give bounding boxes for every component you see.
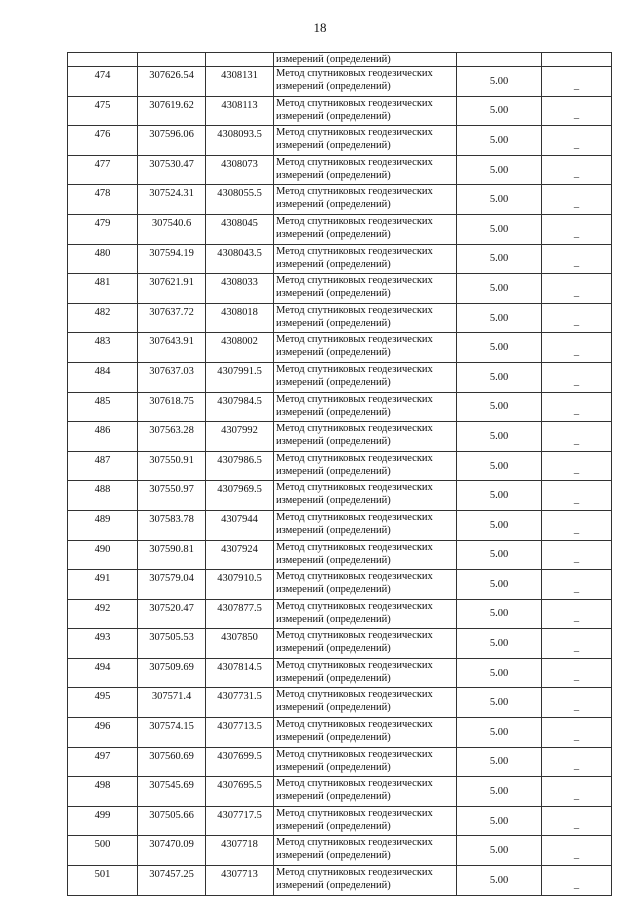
method-line-2: измерений (определений)	[276, 761, 391, 773]
method-line-1: Метод спутниковых геодезических	[276, 748, 433, 760]
method-line-2: измерений (определений)	[276, 495, 391, 507]
cell-method	[274, 274, 457, 304]
cell-y: 4307713.5	[206, 718, 274, 748]
table-row	[68, 481, 612, 511]
cell-method-continuation: измерений (определений)	[274, 53, 457, 67]
cell-x: 307618.75	[138, 392, 206, 422]
cell-x: 307583.78	[138, 510, 206, 540]
cell-accuracy: 5.00	[457, 126, 542, 156]
method-line-2: измерений (определений)	[276, 436, 391, 448]
cell-y: 4308002	[206, 333, 274, 363]
cell-x	[138, 53, 206, 67]
cell-x: 307563.28	[138, 422, 206, 452]
table-row	[68, 155, 612, 185]
method-line-1: Метод спутниковых геодезических	[276, 600, 433, 612]
cell-dash: –	[542, 392, 612, 422]
cell-method	[274, 422, 457, 452]
table-row	[68, 362, 612, 392]
cell-y: 4308113	[206, 96, 274, 126]
cell-accuracy: 5.00	[457, 688, 542, 718]
cell-y: 4307877.5	[206, 599, 274, 629]
cell-x: 307579.04	[138, 570, 206, 600]
cell-y: 4307699.5	[206, 747, 274, 777]
cell-num: 482	[68, 303, 138, 333]
cell-dash: –	[542, 629, 612, 659]
cell-num: 496	[68, 718, 138, 748]
cell-num: 476	[68, 126, 138, 156]
cell-y: 4308043.5	[206, 244, 274, 274]
table-row	[68, 866, 612, 896]
method-line-2: измерений (определений)	[276, 584, 391, 596]
table-row	[68, 274, 612, 304]
cell-num: 497	[68, 747, 138, 777]
cell-num: 490	[68, 540, 138, 570]
cell-num: 487	[68, 451, 138, 481]
cell-x: 307505.66	[138, 806, 206, 836]
cell-accuracy: 5.00	[457, 629, 542, 659]
cell-accuracy: 5.00	[457, 451, 542, 481]
cell-x: 307574.15	[138, 718, 206, 748]
cell-num: 493	[68, 629, 138, 659]
method-line-1: Метод спутниковых геодезических	[276, 571, 433, 583]
method-line-2: измерений (определений)	[276, 228, 391, 240]
cell-x: 307505.53	[138, 629, 206, 659]
cell-accuracy: 5.00	[457, 658, 542, 688]
cell-method	[274, 866, 457, 896]
cell-y: 4307713	[206, 866, 274, 896]
table-row	[68, 718, 612, 748]
method-line-2: измерений (определений)	[276, 317, 391, 329]
cell-method	[274, 155, 457, 185]
cell-dash: –	[542, 303, 612, 333]
table-row	[68, 303, 612, 333]
method-line-1: Метод спутниковых геодезических	[276, 97, 433, 109]
cell-x: 307457.25	[138, 866, 206, 896]
table-row	[68, 392, 612, 422]
cell-dash: –	[542, 155, 612, 185]
cell-dash: –	[542, 214, 612, 244]
cell-method	[274, 244, 457, 274]
cell-num: 489	[68, 510, 138, 540]
cell-accuracy: 5.00	[457, 599, 542, 629]
cell-y: 4307969.5	[206, 481, 274, 511]
method-line-1: Метод спутниковых геодезических	[276, 482, 433, 494]
cell-accuracy: 5.00	[457, 866, 542, 896]
cell-method	[274, 451, 457, 481]
cell-accuracy: 5.00	[457, 510, 542, 540]
table-row	[68, 126, 612, 156]
cell-dash: –	[542, 67, 612, 97]
cell-method	[274, 333, 457, 363]
cell-y: 4307986.5	[206, 451, 274, 481]
cell-x: 307643.91	[138, 333, 206, 363]
method-line-2: измерений (определений)	[276, 288, 391, 300]
cell-num	[68, 53, 138, 67]
cell-x: 307520.47	[138, 599, 206, 629]
method-line-1: Метод спутниковых геодезических	[276, 68, 433, 79]
method-line-1: Метод спутниковых геодезических	[276, 630, 433, 642]
cell-accuracy: 5.00	[457, 718, 542, 748]
method-line-1: Метод спутниковых геодезических	[276, 511, 433, 523]
cell-method	[274, 629, 457, 659]
cell-x: 307560.69	[138, 747, 206, 777]
cell-accuracy: 5.00	[457, 67, 542, 97]
cell-method	[274, 718, 457, 748]
cell-method	[274, 392, 457, 422]
cell-method	[274, 185, 457, 215]
cell-num: 486	[68, 422, 138, 452]
cell-y: 4308073	[206, 155, 274, 185]
cell-num: 495	[68, 688, 138, 718]
method-line-1: Метод спутниковых геодезических	[276, 423, 433, 435]
method-line-1: Метод спутниковых геодезических	[276, 807, 433, 819]
cell-x: 307619.62	[138, 96, 206, 126]
cell-dash: –	[542, 244, 612, 274]
table-row	[68, 244, 612, 274]
method-line-2: измерений (определений)	[276, 376, 391, 388]
cell-x: 307550.91	[138, 451, 206, 481]
cell-y	[206, 53, 274, 67]
cell-y: 4308055.5	[206, 185, 274, 215]
cell-y: 4307717.5	[206, 806, 274, 836]
cell-num: 488	[68, 481, 138, 511]
cell-x: 307509.69	[138, 658, 206, 688]
method-line-1: Метод спутниковых геодезических	[276, 659, 433, 671]
cell-accuracy: 5.00	[457, 274, 542, 304]
method-line-2: измерений (определений)	[276, 702, 391, 714]
cell-num: 478	[68, 185, 138, 215]
cell-dash: –	[542, 274, 612, 304]
cell-num: 501	[68, 866, 138, 896]
cell-accuracy: 5.00	[457, 155, 542, 185]
cell-accuracy: 5.00	[457, 362, 542, 392]
method-line-2: измерений (определений)	[276, 140, 391, 152]
cell-dash: –	[542, 777, 612, 807]
cell-accuracy: 5.00	[457, 96, 542, 126]
cell-accuracy: 5.00	[457, 540, 542, 570]
table-row	[68, 688, 612, 718]
cell-num: 479	[68, 214, 138, 244]
cell-x: 307524.31	[138, 185, 206, 215]
cell-y: 4307924	[206, 540, 274, 570]
cell-dash: –	[542, 333, 612, 363]
method-line-1: Метод спутниковых геодезических	[276, 837, 433, 849]
method-line-2: измерений (определений)	[276, 672, 391, 684]
cell-dash: –	[542, 481, 612, 511]
cell-num: 483	[68, 333, 138, 363]
cell-y: 4308033	[206, 274, 274, 304]
table-row	[68, 333, 612, 363]
cell-y: 4307718	[206, 836, 274, 866]
cell-dash: –	[542, 747, 612, 777]
table-row	[68, 540, 612, 570]
table-row	[68, 451, 612, 481]
cell-y: 4308018	[206, 303, 274, 333]
table-row	[68, 658, 612, 688]
cell-x: 307637.03	[138, 362, 206, 392]
cell-dash	[542, 53, 612, 67]
cell-num: 480	[68, 244, 138, 274]
method-line-2: измерений (определений)	[276, 554, 391, 566]
cell-num: 498	[68, 777, 138, 807]
cell-y: 4307910.5	[206, 570, 274, 600]
cell-method	[274, 688, 457, 718]
method-line-1: Метод спутниковых геодезических	[276, 304, 433, 316]
coordinates-table-body	[68, 53, 612, 896]
table-row-continuation	[68, 53, 612, 67]
method-line-2: измерений (определений)	[276, 110, 391, 122]
method-line-1: Метод спутниковых геодезических	[276, 215, 433, 227]
method-line-2: измерений (определений)	[276, 820, 391, 832]
cell-x: 307594.19	[138, 244, 206, 274]
cell-method	[274, 214, 457, 244]
cell-method	[274, 96, 457, 126]
table-row	[68, 96, 612, 126]
cell-dash: –	[542, 806, 612, 836]
table-row	[68, 185, 612, 215]
cell-y: 4307814.5	[206, 658, 274, 688]
method-line-2: измерений (определений)	[276, 169, 391, 181]
cell-method	[274, 777, 457, 807]
cell-num: 500	[68, 836, 138, 866]
cell-dash: –	[542, 599, 612, 629]
cell-method	[274, 481, 457, 511]
cell-method	[274, 836, 457, 866]
method-line-1: Метод спутниковых геодезических	[276, 334, 433, 346]
cell-method	[274, 510, 457, 540]
cell-dash: –	[542, 422, 612, 452]
method-line-2: измерений (определений)	[276, 406, 391, 418]
cell-dash: –	[542, 96, 612, 126]
cell-x: 307540.6	[138, 214, 206, 244]
table-row	[68, 836, 612, 866]
cell-method	[274, 67, 457, 97]
table-row	[68, 806, 612, 836]
cell-accuracy: 5.00	[457, 303, 542, 333]
cell-num: 484	[68, 362, 138, 392]
cell-accuracy: 5.00	[457, 185, 542, 215]
cell-dash: –	[542, 185, 612, 215]
coordinates-table	[67, 52, 612, 896]
cell-method	[274, 599, 457, 629]
cell-x: 307626.54	[138, 67, 206, 97]
method-line-2: измерений (определений)	[276, 465, 391, 477]
cell-y: 4307991.5	[206, 362, 274, 392]
cell-num: 485	[68, 392, 138, 422]
cell-dash: –	[542, 570, 612, 600]
method-line-2: измерений (определений)	[276, 258, 391, 270]
method-line-1: Метод спутниковых геодезических	[276, 363, 433, 375]
cell-dash: –	[542, 362, 612, 392]
cell-dash: –	[542, 718, 612, 748]
method-line-2: измерений (определений)	[276, 199, 391, 211]
cell-method	[274, 303, 457, 333]
method-line-1: Метод спутниковых геодезических	[276, 867, 433, 879]
cell-method	[274, 658, 457, 688]
cell-dash: –	[542, 866, 612, 896]
cell-accuracy: 5.00	[457, 214, 542, 244]
cell-dash: –	[542, 126, 612, 156]
method-line-1: Метод спутниковых геодезических	[276, 127, 433, 139]
cell-y: 4308093.5	[206, 126, 274, 156]
cell-num: 477	[68, 155, 138, 185]
cell-x: 307550.97	[138, 481, 206, 511]
cell-dash: –	[542, 540, 612, 570]
method-line-1: Метод спутниковых геодезических	[276, 541, 433, 553]
cell-y: 4307992	[206, 422, 274, 452]
cell-method	[274, 362, 457, 392]
cell-num: 481	[68, 274, 138, 304]
method-line-2: измерений (определений)	[276, 613, 391, 625]
cell-num: 475	[68, 96, 138, 126]
method-line-2: измерений (определений)	[276, 880, 391, 892]
table-row	[68, 214, 612, 244]
table-row	[68, 67, 612, 97]
cell-y: 4307984.5	[206, 392, 274, 422]
cell-y: 4307731.5	[206, 688, 274, 718]
cell-method	[274, 747, 457, 777]
table-row	[68, 570, 612, 600]
cell-accuracy: 5.00	[457, 392, 542, 422]
method-line-2: измерений (определений)	[276, 850, 391, 862]
table-row	[68, 629, 612, 659]
cell-method	[274, 540, 457, 570]
cell-x: 307621.91	[138, 274, 206, 304]
method-line-2: измерений (определений)	[276, 732, 391, 744]
cell-x: 307530.47	[138, 155, 206, 185]
method-line-2: измерений (определений)	[276, 524, 391, 536]
table-row	[68, 747, 612, 777]
method-line-2: измерений (определений)	[276, 791, 391, 803]
table-row	[68, 510, 612, 540]
cell-accuracy: 5.00	[457, 481, 542, 511]
method-line-1: Метод спутниковых геодезических	[276, 689, 433, 701]
cell-y: 4307695.5	[206, 777, 274, 807]
method-line-1: Метод спутниковых геодезических	[276, 275, 433, 287]
cell-num: 494	[68, 658, 138, 688]
method-line-2: измерений (определений)	[276, 81, 391, 92]
cell-dash: –	[542, 510, 612, 540]
cell-method	[274, 126, 457, 156]
cell-dash: –	[542, 836, 612, 866]
cell-accuracy: 5.00	[457, 777, 542, 807]
cell-accuracy: 5.00	[457, 244, 542, 274]
cell-accuracy: 5.00	[457, 570, 542, 600]
cell-dash: –	[542, 688, 612, 718]
cell-accuracy	[457, 53, 542, 67]
method-line-1: Метод спутниковых геодезических	[276, 393, 433, 405]
table-row	[68, 777, 612, 807]
cell-accuracy: 5.00	[457, 422, 542, 452]
cell-dash: –	[542, 658, 612, 688]
method-line-1: Метод спутниковых геодезических	[276, 719, 433, 731]
method-line-1: Метод спутниковых геодезических	[276, 452, 433, 464]
cell-accuracy: 5.00	[457, 333, 542, 363]
cell-accuracy: 5.00	[457, 747, 542, 777]
method-line-1: Метод спутниковых геодезических	[276, 245, 433, 257]
page-number: 18	[313, 20, 327, 35]
cell-accuracy: 5.00	[457, 836, 542, 866]
cell-x: 307571.4	[138, 688, 206, 718]
cell-x: 307637.72	[138, 303, 206, 333]
method-line-2: измерений (определений)	[276, 347, 391, 359]
cell-x: 307470.09	[138, 836, 206, 866]
method-line-1: Метод спутниковых геодезических	[276, 778, 433, 790]
method-line-2: измерений (определений)	[276, 643, 391, 655]
cell-y: 4307850	[206, 629, 274, 659]
table-row	[68, 422, 612, 452]
method-line-1: Метод спутниковых геодезических	[276, 156, 433, 168]
cell-y: 4307944	[206, 510, 274, 540]
table-row	[68, 599, 612, 629]
cell-num: 491	[68, 570, 138, 600]
method-line-1: Метод спутниковых геодезических	[276, 186, 433, 198]
cell-y: 4308045	[206, 214, 274, 244]
cell-accuracy: 5.00	[457, 806, 542, 836]
cell-num: 499	[68, 806, 138, 836]
cell-method	[274, 806, 457, 836]
cell-x: 307596.06	[138, 126, 206, 156]
cell-x: 307545.69	[138, 777, 206, 807]
cell-method	[274, 570, 457, 600]
cell-num: 474	[68, 67, 138, 97]
cell-x: 307590.81	[138, 540, 206, 570]
cell-dash: –	[542, 451, 612, 481]
cell-num: 492	[68, 599, 138, 629]
cell-y: 4308131	[206, 67, 274, 97]
